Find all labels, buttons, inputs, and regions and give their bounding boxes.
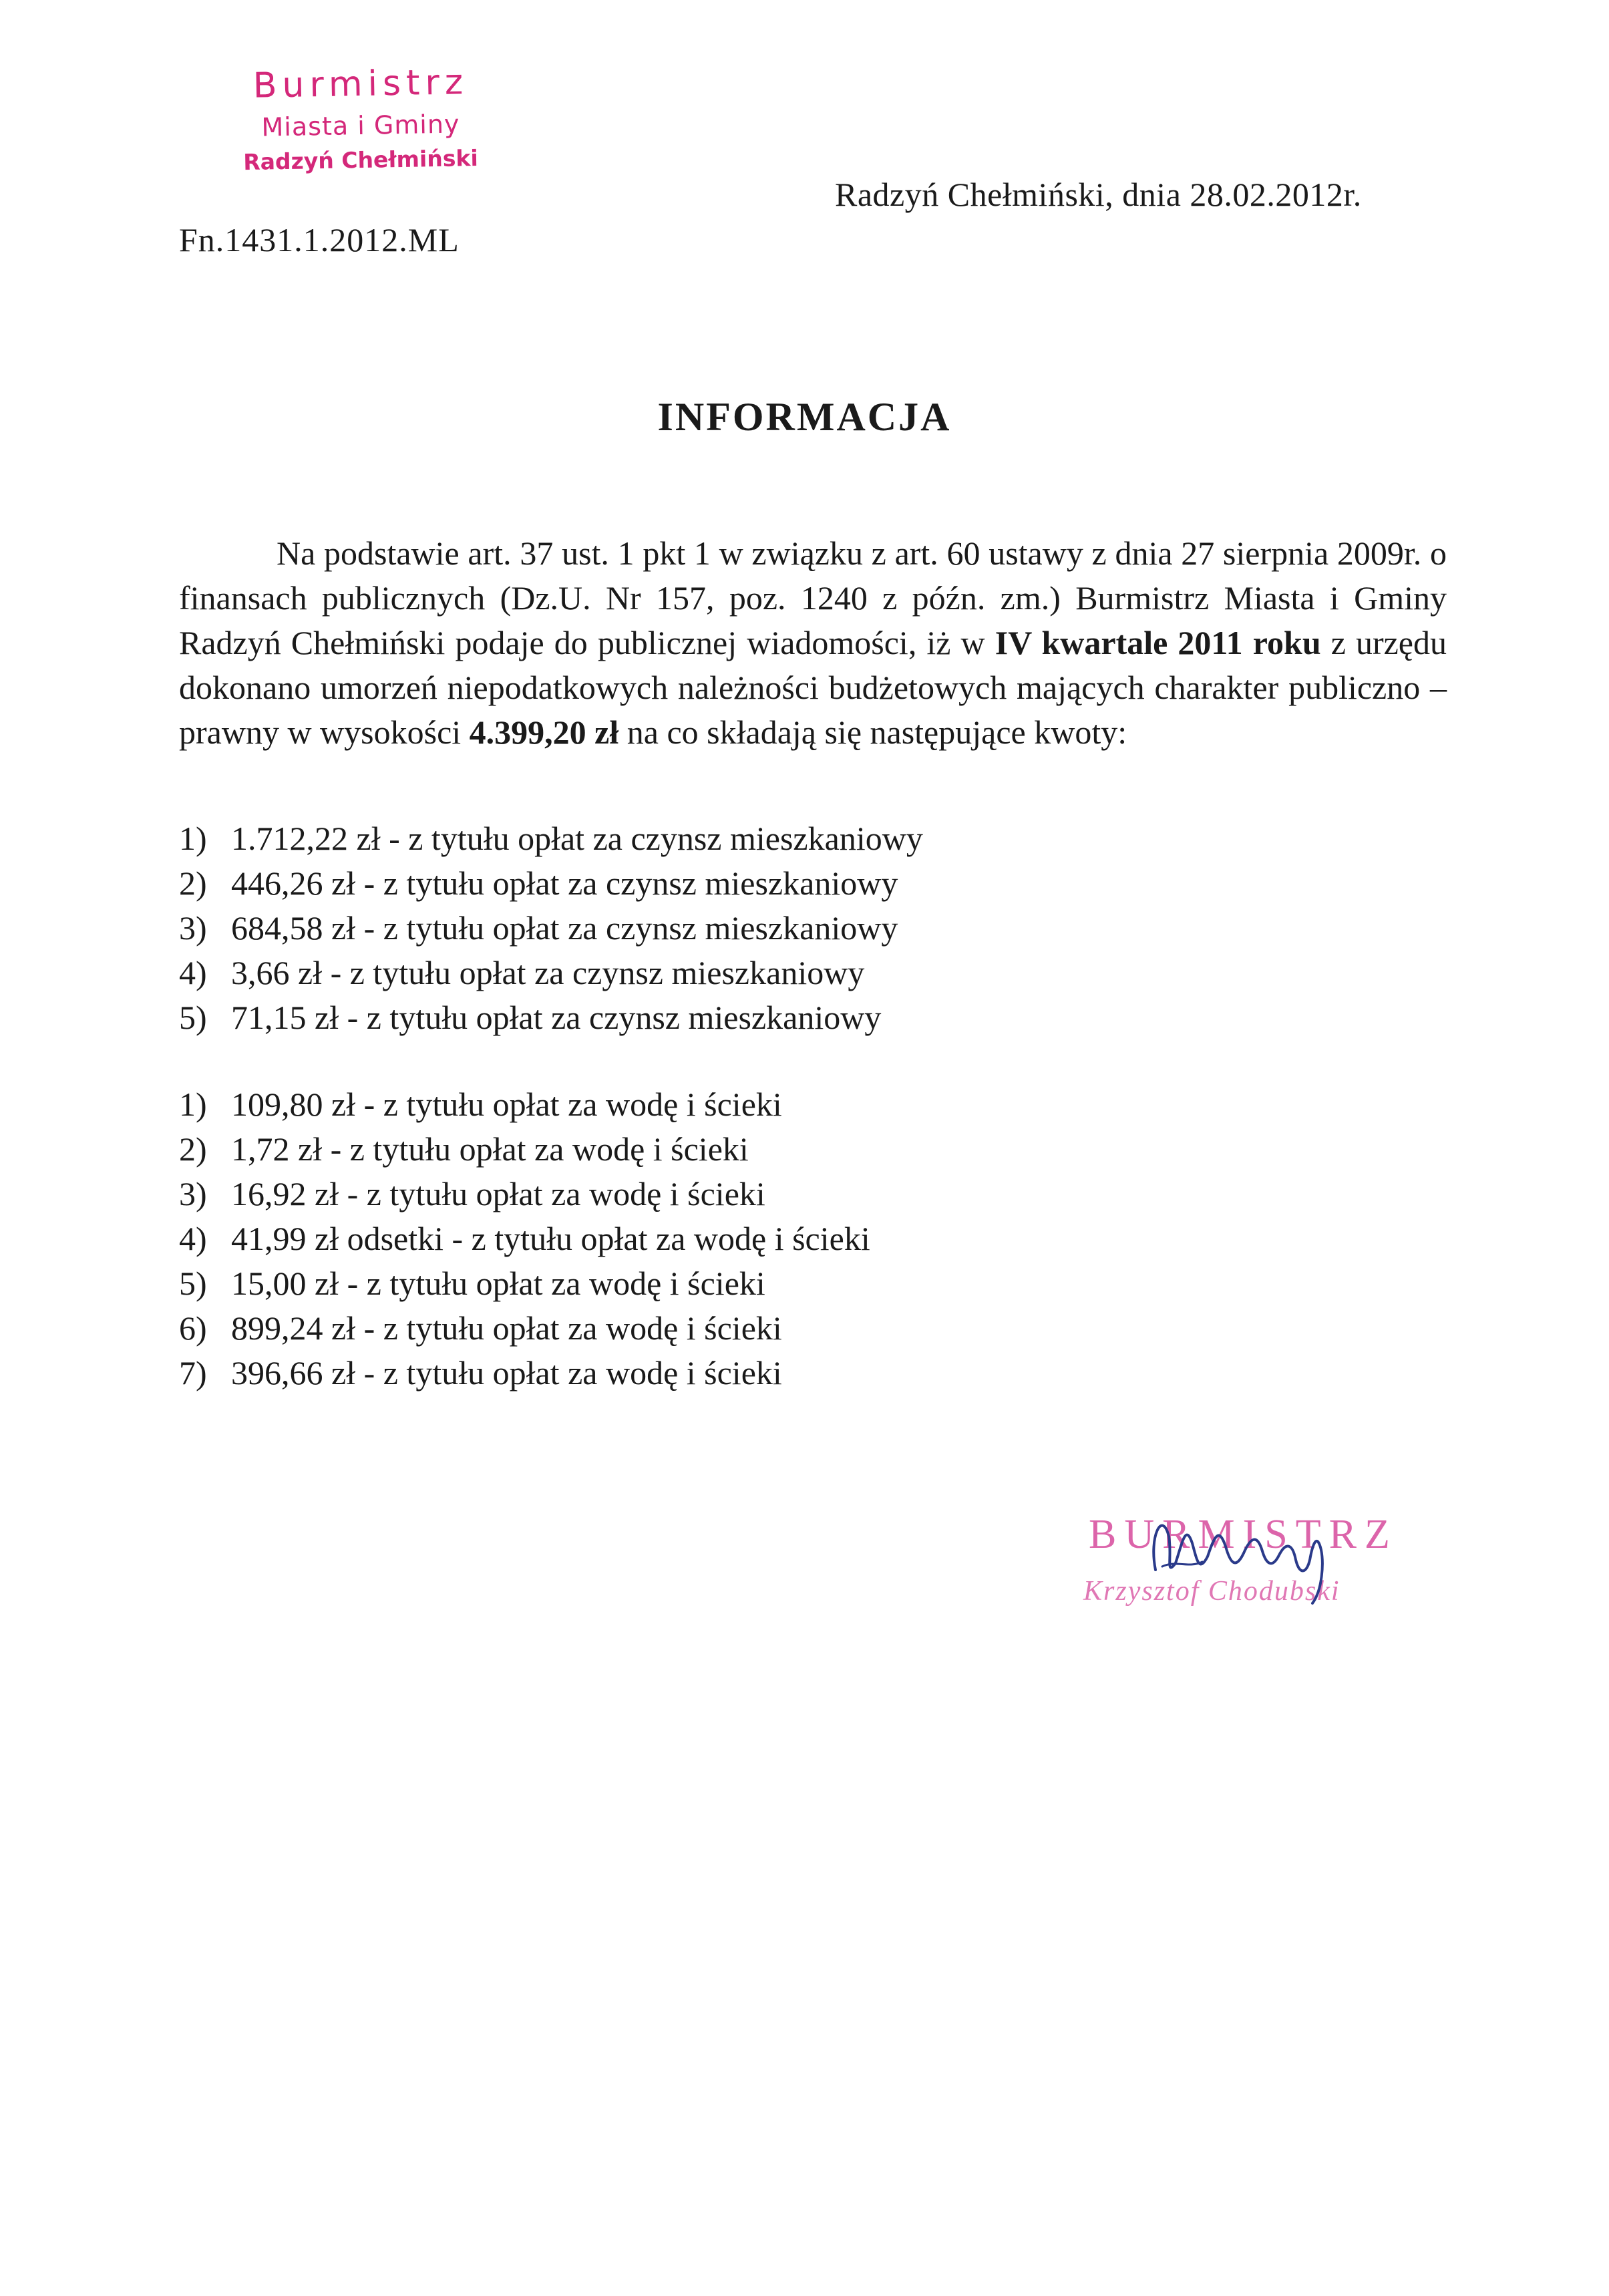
item-text: 109,80 zł - z tytułu opłat za wodę i ścieki	[231, 1086, 782, 1123]
item-number: 4)	[179, 954, 207, 991]
body-paragraph	[179, 531, 1447, 755]
body-text-part-1: Na podstawie art. 37 ust. 1 pkt 1 w związku z art. 60 ustawy z dnia 27 sierpnia 2009r. o finansach publicznych (Dz.U. Nr 157, poz. 1240 z późn. zm.) Burmistrz Miasta i Gminy Radzyń Chełmiński podaje do publicznej wiadomości, iż w	[179, 534, 1447, 661]
item-number: 5)	[179, 999, 207, 1036]
item-text: 3,66 zł - z tytułu opłat za czynsz mieszkaniowy	[231, 954, 865, 991]
list-item	[179, 1306, 870, 1351]
item-number: 6)	[179, 1309, 207, 1347]
place-and-date: Radzyń Chełmiński, dnia 28.02.2012r.	[835, 176, 1362, 213]
list-item	[179, 1261, 870, 1306]
list-item	[179, 861, 923, 906]
list-item	[179, 1127, 870, 1172]
item-number: 1)	[179, 1086, 207, 1123]
item-number: 7)	[179, 1354, 207, 1391]
list-item	[179, 1216, 870, 1261]
item-text: 1,72 zł - z tytułu opłat za wodę i ścieki	[231, 1130, 749, 1168]
body-bold-quarter: IV kwartale 2011 roku	[995, 624, 1321, 661]
list-item	[179, 1172, 870, 1216]
stamp-line-3: Radzyń Chełmiński	[242, 144, 479, 176]
list-item	[179, 995, 923, 1040]
item-number: 3)	[179, 909, 207, 947]
item-text: 684,58 zł - z tytułu opłat za czynsz mieszkaniowy	[231, 909, 898, 947]
item-text: 1.712,22 zł - z tytułu opłat za czynsz mieszkaniowy	[231, 820, 923, 857]
item-text: 71,15 zł - z tytułu opłat za czynsz mieszkaniowy	[231, 999, 882, 1036]
signature-stamp-name: Krzysztof Chodubski	[1083, 1576, 1340, 1607]
item-text: 396,66 zł - z tytułu opłat za wodę i ścieki	[231, 1354, 782, 1391]
item-number: 5)	[179, 1265, 207, 1302]
item-number: 1)	[179, 820, 207, 857]
list-item	[179, 1351, 870, 1396]
rent-items-list	[179, 816, 923, 1040]
list-item	[179, 1082, 870, 1127]
item-text: 16,92 zł - z tytułu opłat za wodę i ścieki	[231, 1175, 765, 1212]
signature-stamp-title: BURMISTRZ	[1089, 1512, 1398, 1557]
item-text: 15,00 zł - z tytułu opłat za wodę i ścieki	[231, 1265, 765, 1302]
handwritten-signature-icon	[1135, 1496, 1336, 1610]
item-text: 899,24 zł - z tytułu opłat za wodę i ścieki	[231, 1309, 782, 1347]
item-number: 4)	[179, 1220, 207, 1257]
stamp-line-2: Miasta i Gminy	[261, 109, 460, 142]
reference-number: Fn.1431.1.2012.ML	[179, 221, 460, 259]
signature-stamp	[1075, 1496, 1449, 1630]
item-number: 3)	[179, 1175, 207, 1212]
item-text: 41,99 zł odsetki - z tytułu opłat za wodę i ścieki	[231, 1220, 870, 1257]
list-item	[179, 906, 923, 951]
body-text-part-2: z urzędu dokonano umorzeń niepodatkowych należności budżetowych mających charakter publiczno – prawny w wysokości	[179, 624, 1447, 751]
list-item	[179, 951, 923, 995]
water-items-list	[179, 1082, 870, 1396]
item-text: 446,26 zł - z tytułu opłat za czynsz mieszkaniowy	[231, 864, 898, 902]
stamp-line-1: Burmistrz	[252, 62, 469, 106]
body-bold-total: 4.399,20 zł	[469, 713, 619, 751]
body-text-part-3: na co składają się następujące kwoty:	[627, 713, 1127, 751]
item-number: 2)	[179, 1130, 207, 1168]
item-number: 2)	[179, 864, 207, 902]
office-stamp	[207, 63, 514, 176]
document-title: INFORMACJA	[657, 395, 952, 439]
list-item	[179, 816, 923, 861]
